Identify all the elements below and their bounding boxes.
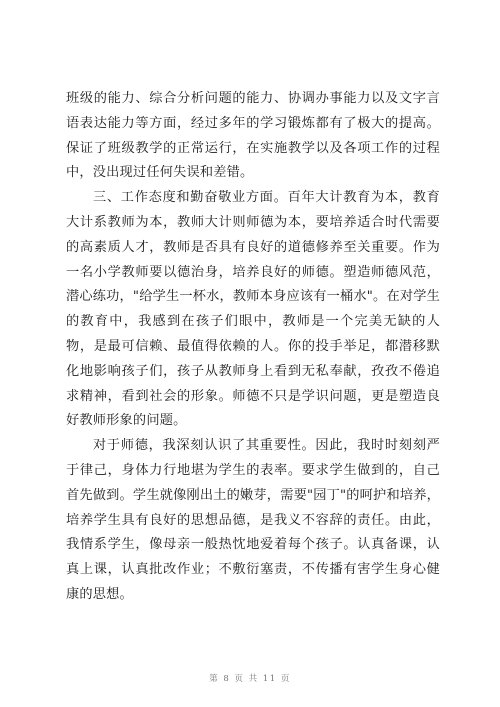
paragraph-2: 三、工作态度和勤奋敬业方面。百年大计教育为本，教育大计系教师为本，教师大计则师德为本，要培养适合时代需要的高素质人才，教师是否具有良好的道德修养至关重要。作为一名小学教师要以德治身，培养良好的师德。塑造师德风范，潜心练功，"给学生一杯水，教师本身应该有一桶水"。在对学生的教育中，我感到在孩子们眼中，教师是一个完美无缺的人物，是最可信赖、最值得依赖的人。你的投手举足，都潜移默化地影响孩子们，孩子从教师身上看到无私奉献，孜孜不倦追求精神，看到社会的形象。师德不只是学识问题，更是塑造良好教师形象的问题。 [66,190,440,429]
paragraph-1: 班级的能力、综合分析问题的能力、协调办事能力以及文字言语表达能力等方面，经过多年的学习锻炼都有了极大的提高。保证了班级教学的正常运行，在实施教学以及各项工作的过程中，没出现过任何失误和差错。 [66,91,440,181]
document-body [66,87,440,608]
paragraph-3: 对于师德，我深刻认识了其重要性。因此，我时时刻刻严于律己，身体力行地堪为学生的表率。要求学生做到的，自己首先做到。学生就像刚出土的嫩芽，需要"园丁"的呵护和培养，培养学生具有良好的思想品德，是我义不容辞的责任。由此，我情系学生，像母亲一般热忱地爱着每个孩子。认真备课，认真上课，认真批改作业；不敷衍塞责，不传播有害学生身心健康的思想。 [66,438,440,602]
page-number-footer: 第 8 页 共 11 页 [209,674,291,684]
